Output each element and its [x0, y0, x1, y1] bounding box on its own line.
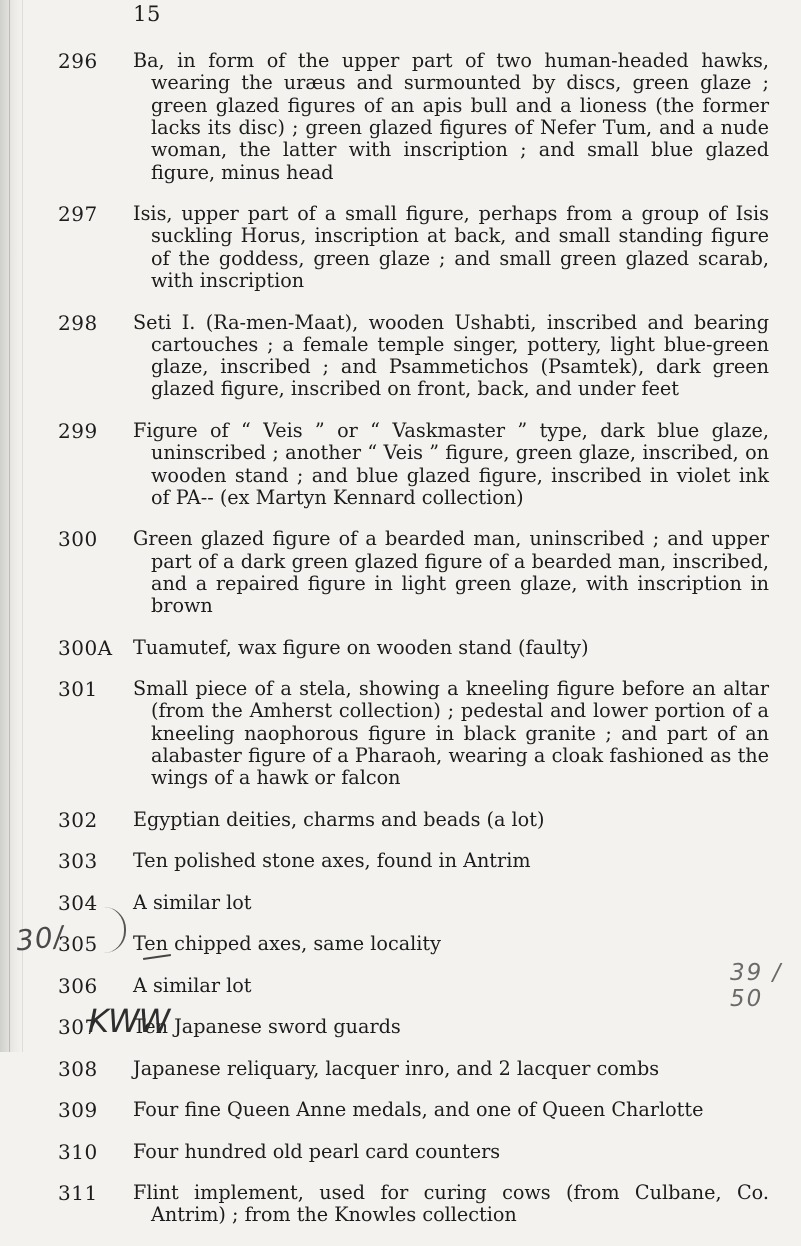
- lot-number: 311: [58, 1181, 98, 1206]
- lot-description: Green glazed figure of a bearded man, uninscribed ; and upper part of a dark green glazed figure of a bearded man, inscribed, and a repaired figure in light green glaze, with inscription in brown: [133, 527, 769, 618]
- lot-entry: [0, 637, 801, 659]
- lot-number: 307: [58, 1015, 98, 1040]
- lot-entry: [0, 312, 801, 401]
- lot-entry: [0, 809, 801, 831]
- handwritten-margin-note: 30/: [14, 919, 66, 958]
- lot-description: Isis, upper part of a small figure, perhaps from a group of Isis suckling Horus, inscription at back, and small standing figure of the goddess, green glaze ; and small green glazed scarab, with inscription: [133, 202, 769, 293]
- lot-entry: [0, 1182, 801, 1227]
- lot-entry: [0, 1058, 801, 1080]
- lot-number: 298: [58, 310, 98, 335]
- lot-number: 305: [58, 932, 98, 957]
- lot-entry: [0, 1099, 801, 1121]
- lot-number: 301: [58, 677, 98, 702]
- lot-entry: [0, 975, 801, 997]
- handwritten-price-note: 39 / 50: [730, 960, 783, 1012]
- lot-entry: [0, 420, 801, 509]
- lot-number: 310: [58, 1139, 98, 1164]
- lot-description: Four hundred old pearl card counters: [133, 1139, 501, 1163]
- lot-description: Egyptian deities, charms and beads (a lot): [133, 807, 545, 831]
- lot-description: Small piece of a stela, showing a kneeling figure before an altar (from the Amherst collection) ; pedestal and lower portion of a kneeling naophorous figure in black granite ; and part of an alabaster figure of a Pharaoh, wearing a cloak fashioned as the wings of a hawk or falcon: [133, 677, 769, 790]
- lot-number: 302: [58, 807, 98, 832]
- lot-number: 303: [58, 849, 98, 874]
- lot-number: 299: [58, 418, 98, 443]
- lot-description: Ten polished stone axes, found in Antrim: [133, 849, 531, 873]
- lot-entry: [0, 1141, 801, 1163]
- lot-number: 296: [58, 49, 98, 74]
- lot-description: Ten Japanese sword guards: [133, 1015, 401, 1039]
- lot-entry: [0, 528, 801, 617]
- lot-number: 309: [58, 1098, 98, 1123]
- lot-description: Ten chipped axes, same locality: [133, 932, 441, 956]
- lot-description: Flint implement, used for curing cows (from Culbane, Co. Antrim) ; from the Knowles collection: [133, 1181, 769, 1227]
- lot-number: 300: [58, 527, 98, 552]
- lot-number: 308: [58, 1056, 98, 1081]
- lot-description: Japanese reliquary, lacquer inro, and 2 lacquer combs: [133, 1056, 660, 1080]
- lot-entry: [0, 50, 801, 184]
- lot-entry: [0, 203, 801, 292]
- lot-description: Seti I. (Ra-men-Maat), wooden Ushabti, inscribed and bearing cartouches ; a female temple singer, pottery, light blue-green glaze, inscribed ; and Psammetichos (Psamtek), dark green glazed figure, inscribed on front, back, and under feet: [133, 310, 769, 401]
- lot-number: 306: [58, 973, 98, 998]
- lot-description: Ba, in form of the upper part of two human-headed hawks, wearing the uræus and surmounted by discs, green glaze ; green glazed figures of an apis bull and a lioness (the former lacks its disc) ; green glazed figures of Nefer Tum, and a nude woman, the latter with inscription ; and small blue glazed figure, minus head: [133, 49, 769, 184]
- lot-description: Tuamutef, wax figure on wooden stand (faulty): [133, 635, 589, 659]
- lot-list: [0, 31, 801, 1246]
- lot-description: Figure of “ Veis ” or “ Vaskmaster ” type, dark blue glaze, uninscribed ; another “ Veis ” figure, green glaze, inscribed, on wooden stand ; and blue glazed figure, inscribed in violet ink of PA-- (ex Martyn Kennard collection): [133, 418, 769, 509]
- lot-entry: [0, 850, 801, 872]
- lot-entry: [0, 678, 801, 789]
- lot-entry: [0, 892, 801, 914]
- handwritten-signature: KWW: [88, 1002, 170, 1040]
- lot-number: 297: [58, 202, 98, 227]
- page-number: 15: [133, 2, 161, 26]
- lot-number: 304: [58, 890, 98, 915]
- lot-description: A similar lot: [133, 890, 252, 914]
- lot-description: Four fine Queen Anne medals, and one of Queen Charlotte: [133, 1098, 704, 1122]
- lot-description: A similar lot: [133, 973, 252, 997]
- lot-number: 300A: [58, 635, 113, 660]
